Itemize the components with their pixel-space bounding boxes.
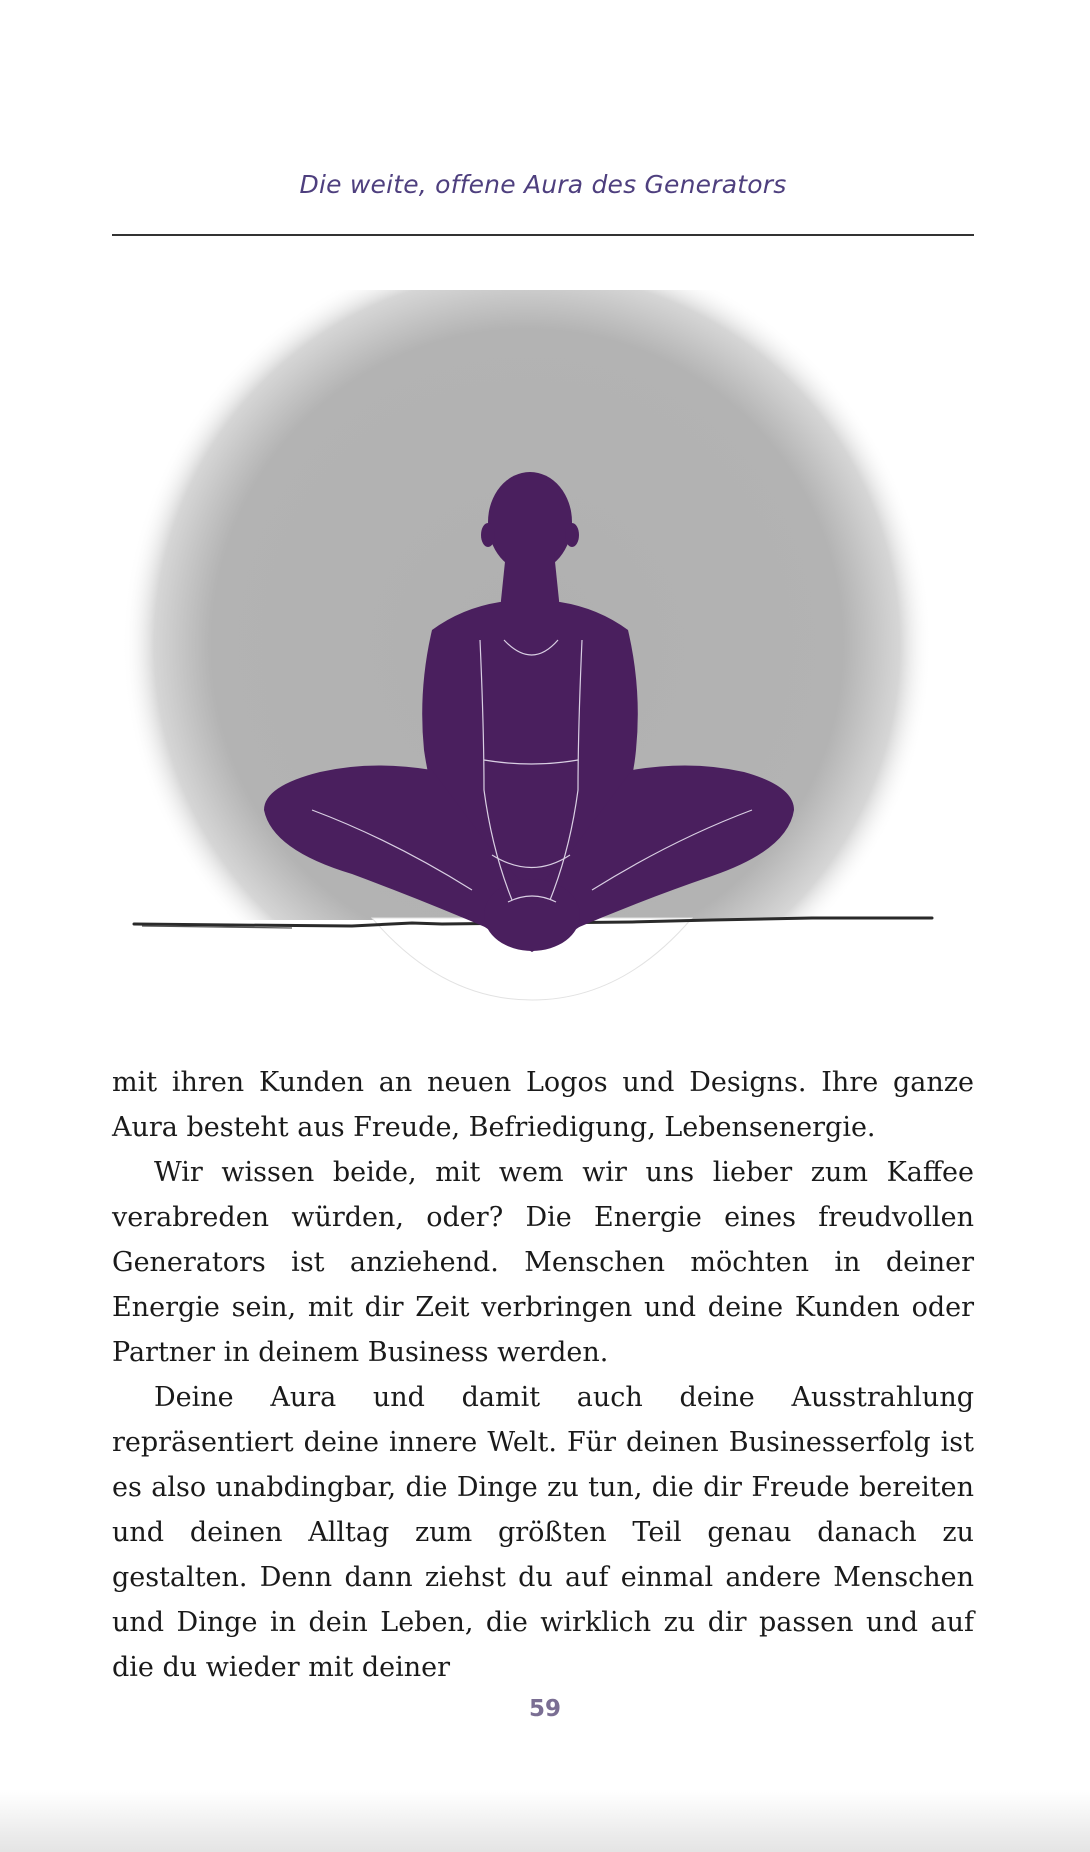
body-text (112, 1060, 974, 1690)
paragraph-2: Wir wissen beide, mit wem wir uns lieber zum Kaffee verabreden würden, oder? Die Energie eines freudvollen Generators ist anziehend. Menschen möchten in deiner Energie sein, mit dir Zeit verbringen und deine Kunden oder Partner in deinem Business werden. (112, 1157, 974, 1368)
paragraph-1: mit ihren Kunden an neuen Logos und Designs. Ihre ganze Aura besteht aus Freude, Befriedigung, Lebensenergie. (112, 1067, 974, 1143)
page-bottom-shadow (0, 1792, 1090, 1852)
page-number: 59 (528, 1696, 561, 1722)
header-rule (112, 234, 974, 236)
meditating-figure-with-aura-icon (112, 290, 974, 1030)
running-head: Die weite, offene Aura des Generators (299, 170, 787, 199)
paragraph-3: Deine Aura und damit auch deine Ausstrahlung repräsentiert deine innere Welt. Für deinen Businesserfolg ist es also unabdingbar, die Dinge zu tun, die dir Freude bereiten und deinen Alltag zum größten Teil genau danach zu gestalten. Denn dann ziehst du auf einmal andere Menschen und Dinge in dein Leben, die wirklich zu dir passen und auf die du wieder mit deiner (112, 1382, 974, 1683)
aura-illustration (112, 290, 974, 1030)
